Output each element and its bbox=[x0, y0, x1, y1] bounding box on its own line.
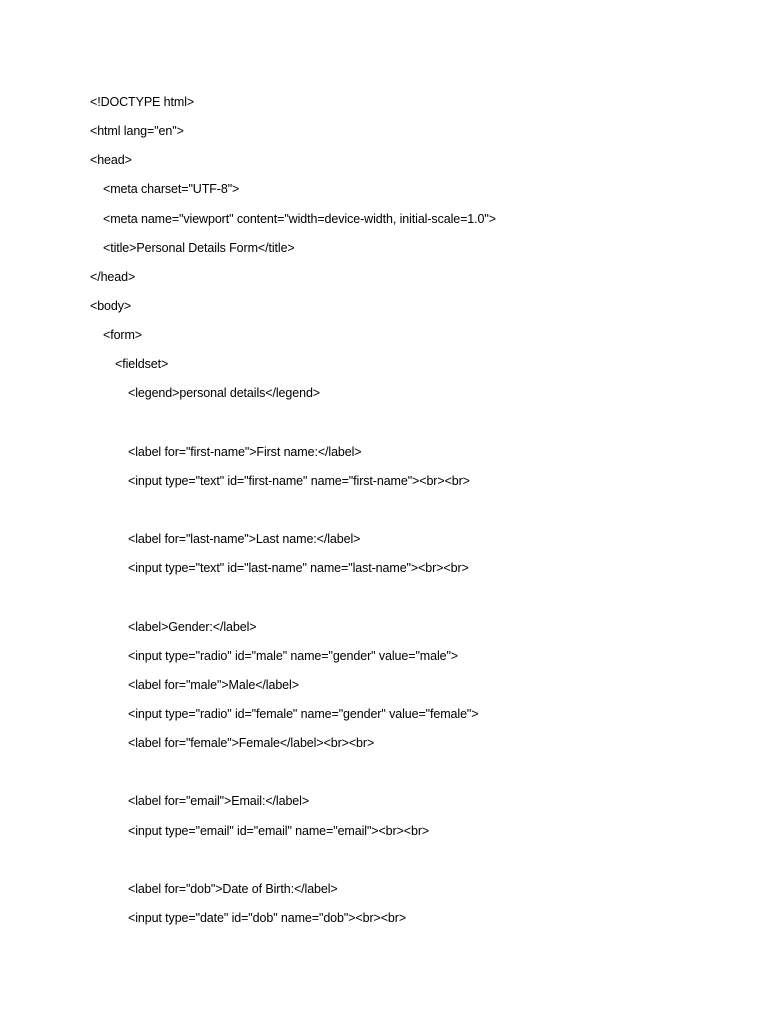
code-line: <input type="email" id="email" name="email"><br><br> bbox=[128, 823, 430, 838]
code-line: <meta charset="UTF-8"> bbox=[103, 182, 240, 197]
code-line: <body> bbox=[90, 298, 132, 313]
code-line: <label for="last-name">Last name:</label> bbox=[128, 532, 361, 547]
code-line: <head> bbox=[90, 153, 132, 168]
code-line: <label for="first-name">First name:</label> bbox=[128, 444, 362, 459]
code-line: <label for="female">Female</label><br><br> bbox=[128, 736, 375, 751]
code-line: <label for="dob">Date of Birth:</label> bbox=[128, 881, 338, 896]
code-line: <legend>personal details</legend> bbox=[128, 386, 321, 401]
code-line: </head> bbox=[90, 269, 136, 284]
code-line: <input type="date" id="dob" name="dob"><br><br> bbox=[128, 910, 407, 925]
code-line: <form> bbox=[103, 328, 142, 343]
code-line: <title>Personal Details Form</title> bbox=[103, 240, 295, 255]
code-line: <label>Gender:</label> bbox=[128, 619, 257, 634]
code-line: <input type="text" id="first-name" name="first-name"><br><br> bbox=[128, 473, 470, 488]
code-line: <fieldset> bbox=[115, 357, 169, 372]
code-listing bbox=[90, 92, 730, 937]
code-line: <input type="text" id="last-name" name="last-name"><br><br> bbox=[128, 561, 469, 576]
blank-line bbox=[90, 500, 730, 529]
code-line: <input type="radio" id="female" name="gender" value="female"> bbox=[128, 706, 479, 721]
blank-line bbox=[90, 850, 730, 879]
code-line: <label for="email">Email:</label> bbox=[128, 794, 310, 809]
code-line: <label for="male">Male</label> bbox=[128, 677, 299, 692]
code-line: <meta name="viewport" content="width=device-width, initial-scale=1.0"> bbox=[103, 211, 496, 226]
code-line: <html lang="en"> bbox=[90, 124, 184, 139]
blank-line bbox=[90, 762, 730, 791]
code-line: <!DOCTYPE html> bbox=[90, 95, 195, 109]
code-line: <input type="radio" id="male" name="gender" value="male"> bbox=[128, 648, 459, 663]
blank-line bbox=[90, 413, 730, 442]
blank-line bbox=[90, 587, 730, 616]
